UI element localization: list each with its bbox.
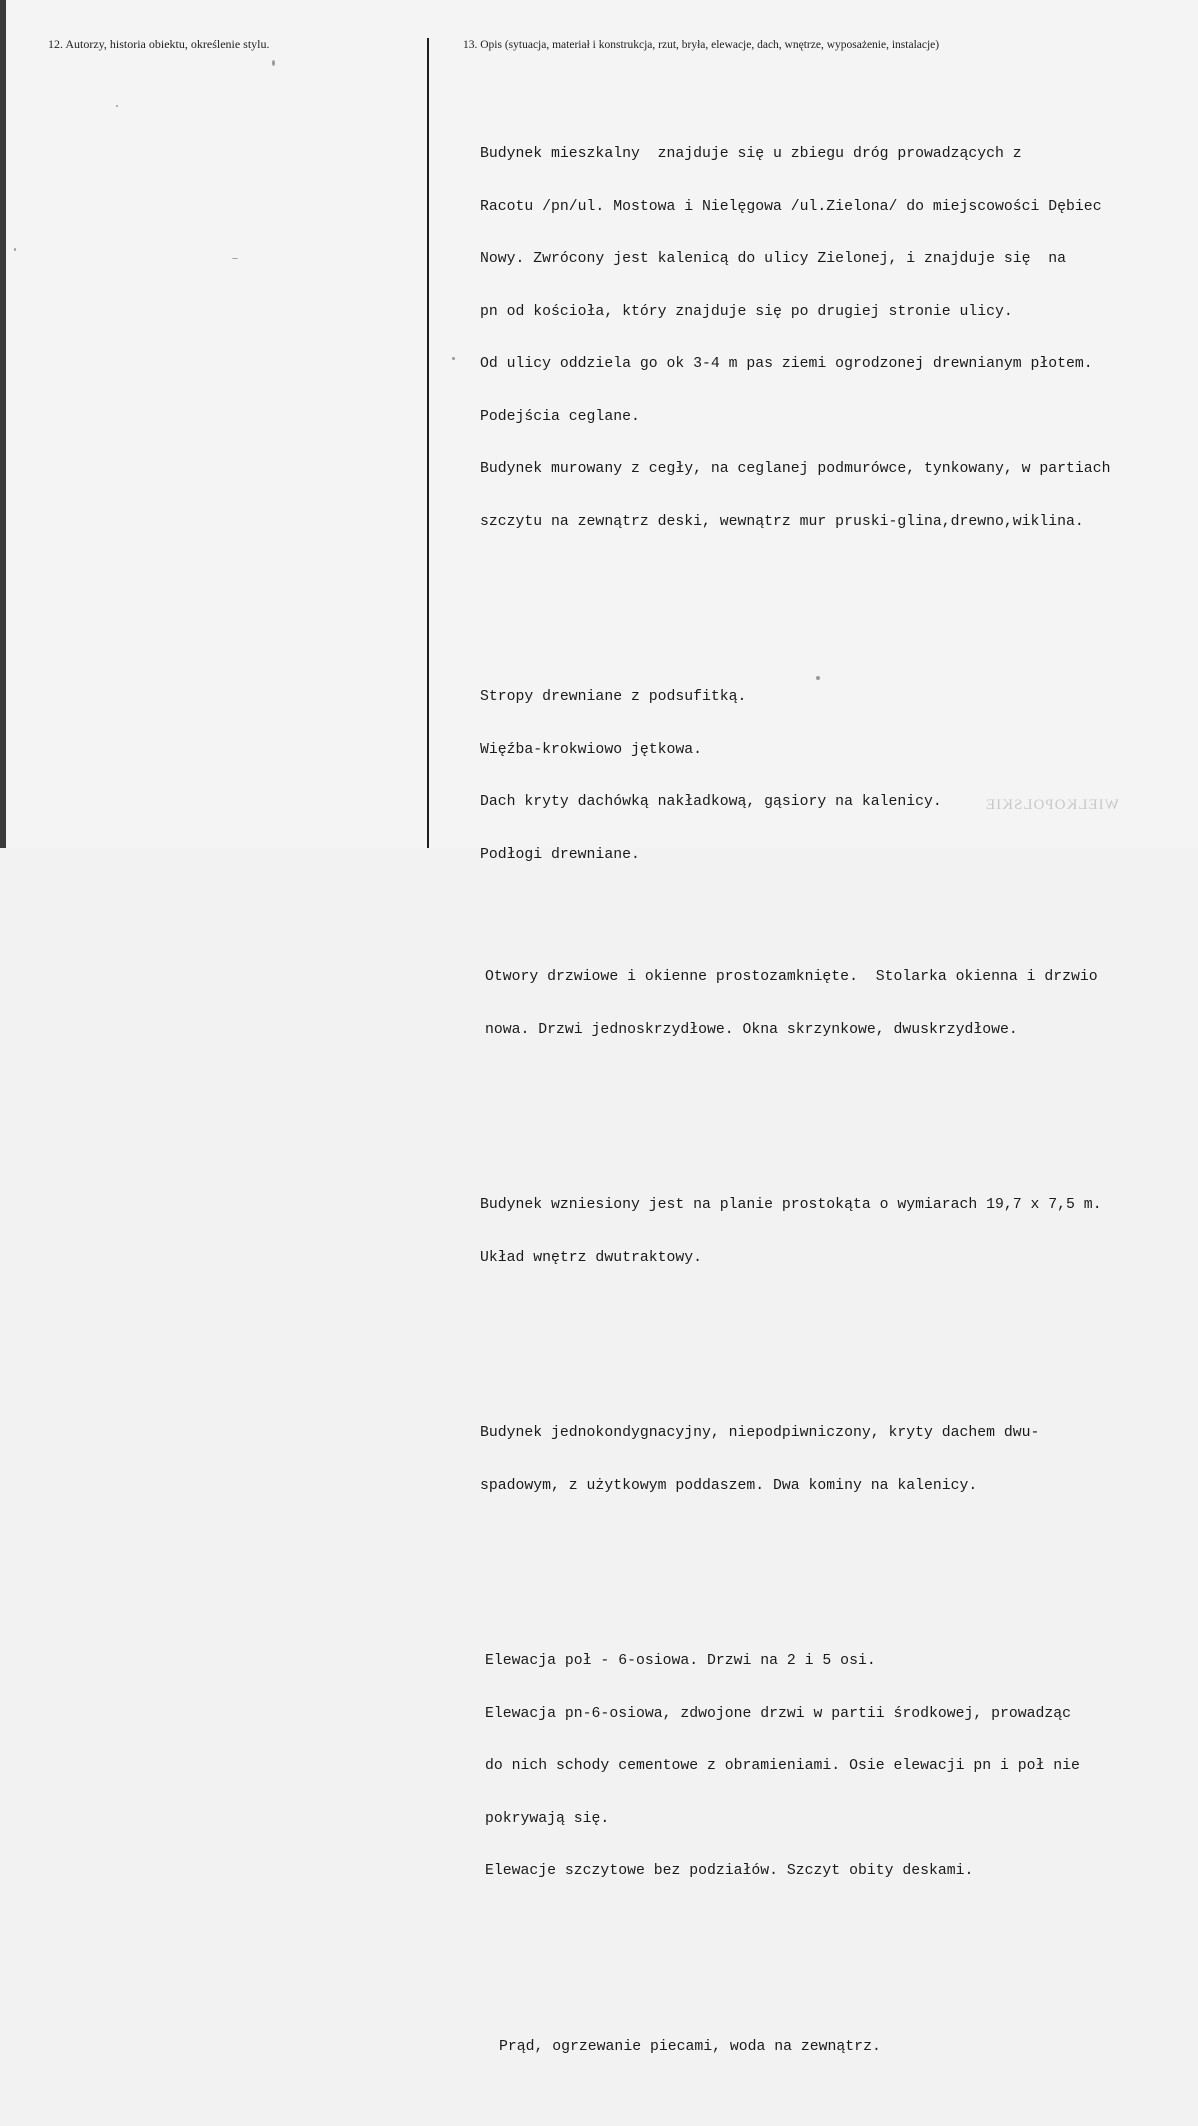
show-through-stamp: WIELKOPOLSKIE: [985, 797, 1119, 813]
scan-edge-shadow: [0, 0, 6, 848]
text-line: szczytu na zewnątrz deski, wewnątrz mur pruski-glina,drewno,wiklina.: [480, 513, 1084, 530]
text-line: Stropy drewniane z podsufitką.: [480, 689, 747, 705]
scan-speck: [272, 60, 275, 66]
scan-speck: [116, 105, 118, 107]
scan-speck: [14, 248, 16, 251]
column-divider: [427, 38, 429, 848]
text-line: pn od kościoła, który znajduje się po drugiej stronie ulicy.: [480, 303, 1013, 320]
description-paragraph-2: [477, 654, 1192, 899]
description-paragraph-3: [477, 1162, 1192, 1302]
text-line: Podłogi drewniane.: [480, 846, 640, 863]
description-paragraph-4: [477, 1390, 1192, 1530]
text-line: Dach kryty dachówką nakładkową, gąsiory na kalenicy.: [480, 794, 942, 810]
text-line: Podejścia ceglane.: [480, 408, 640, 425]
text-line: Prąd, ogrzewanie piecami, woda na zewnątrz.: [499, 2038, 881, 2055]
description-paragraph-2b: [477, 934, 1192, 1074]
paragraph-gap: [477, 1565, 1192, 1583]
text-line: Budynek mieszkalny znajduje się u zbiegu dróg prowadzących z: [480, 146, 1022, 162]
description-text: [477, 76, 1192, 2126]
text-line: Nowy. Zwrócony jest kalenicą do ulicy Zielonej, i znajduje się na: [480, 251, 1067, 267]
text-line: nowa. Drzwi jednoskrzydłowe. Okna skrzynkowe, dwuskrzydłowe.: [485, 1021, 1018, 1038]
text-line: pokrywają się.: [485, 1810, 610, 1827]
text-line: Układ wnętrz dwutraktowy.: [480, 1249, 702, 1266]
text-line: Elewacja pn-6-osiowa, zdwojone drzwi w partii środkowej, prowadząc: [485, 1705, 1072, 1722]
field-13-label: 13. Opis (sytuacja, materiał i konstrukcja, rzut, bryła, elewacje, dach, wnętrze, wyposażenie, instalacje): [463, 39, 940, 51]
text-line: Elewacja poł - 6-osiowa. Drzwi na 2 i 5 osi.: [485, 1653, 876, 1669]
description-paragraph-1: [477, 111, 1192, 566]
text-line: do nich schody cementowe z obramieniami. Osie elewacji pn i poł nie: [485, 1758, 1080, 1774]
text-line: Budynek murowany z cegły, na ceglanej podmurówce, tynkowany, w partiach: [480, 461, 1111, 477]
description-paragraph-5: [477, 1618, 1192, 1916]
scan-speck: [232, 258, 238, 259]
text-line: Elewacje szczytowe bez podziałów. Szczyt obity deskami.: [485, 1863, 974, 1879]
text-line: Budynek wzniesiony jest na planie prostokąta o wymiarach 19,7 x 7,5 m.: [480, 1197, 1102, 1213]
paragraph-gap: [477, 601, 1192, 619]
scan-speck: [816, 676, 820, 680]
text-line: Racotu /pn/ul. Mostowa i Nielęgowa /ul.Zielona/ do miejscowości Dębiec: [480, 198, 1102, 215]
field-12-label: 12. Autorzy, historia obiektu, określenie stylu.: [48, 37, 270, 51]
paragraph-gap: [477, 1951, 1192, 1969]
description-paragraph-6: [477, 2004, 1192, 2092]
text-line: Od ulicy oddziela go ok 3-4 m pas ziemi ogrodzonej drewnianym płotem.: [480, 356, 1093, 372]
scan-speck: [452, 357, 455, 360]
text-line: Więźba-krokwiowo jętkowa.: [480, 741, 702, 758]
paragraph-gap: [477, 1337, 1192, 1355]
paragraph-gap: [477, 1109, 1192, 1127]
text-line: spadowym, z użytkowym poddaszem. Dwa kominy na kalenicy.: [480, 1477, 978, 1494]
text-line: Otwory drzwiowe i okienne prostozamknięte. Stolarka okienna i drzwio: [485, 969, 1098, 985]
text-line: Budynek jednokondygnacyjny, niepodpiwniczony, kryty dachem dwu-: [480, 1425, 1040, 1441]
